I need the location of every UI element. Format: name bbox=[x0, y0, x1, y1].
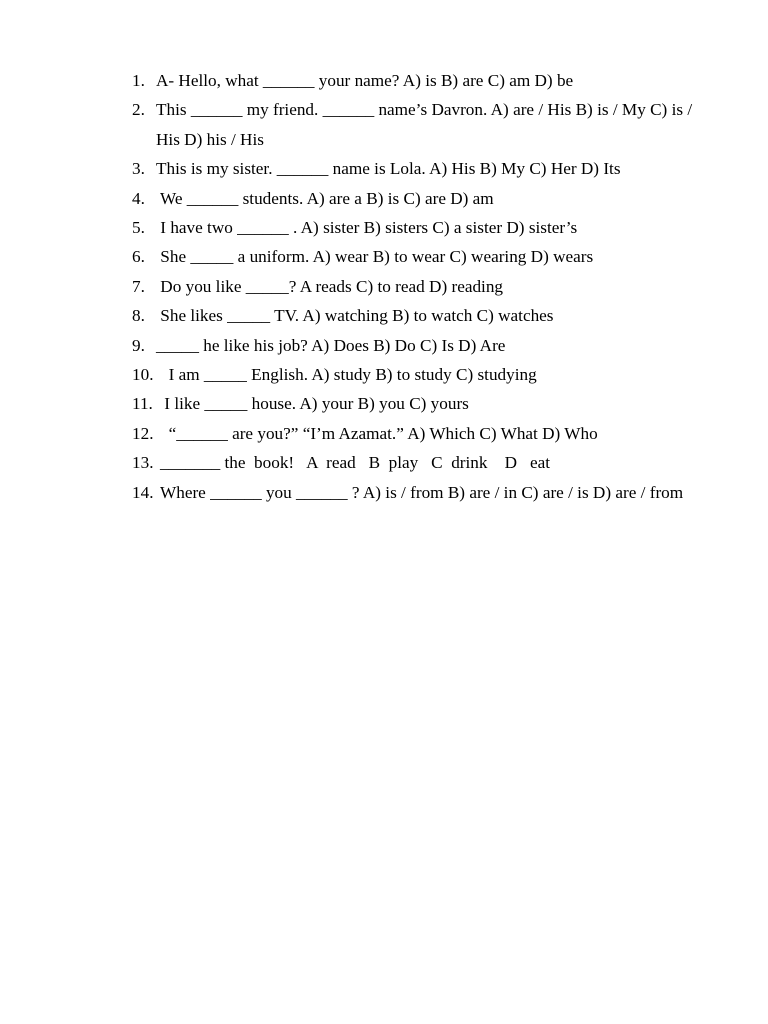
question-number: 10. bbox=[132, 365, 154, 385]
question-number: 11. bbox=[132, 394, 153, 414]
question-number: 7. bbox=[132, 276, 145, 296]
question-item bbox=[132, 154, 722, 183]
question-item bbox=[132, 213, 722, 242]
question-item bbox=[132, 448, 722, 477]
question-number: 14. bbox=[132, 482, 154, 502]
question-text: A- Hello, what ______ your name? A) is B) are C) am D) be bbox=[156, 71, 574, 90]
question-number: 13. bbox=[132, 453, 154, 473]
question-text: I am _____ English. A) study B) to study C) studying bbox=[160, 365, 537, 385]
question-number: 3. bbox=[132, 159, 145, 179]
question-text: “______ are you?” “I’m Azamat.” A) Which C) What D) Who bbox=[160, 423, 598, 443]
question-text: This is my sister. ______ name is Lola. A) His B) My C) Her D) Its bbox=[156, 159, 621, 179]
question-text: _______ the book! A read B play C drink D eat bbox=[160, 453, 551, 473]
question-item bbox=[132, 478, 722, 507]
question-list bbox=[132, 66, 722, 507]
question-item bbox=[132, 331, 722, 360]
question-item bbox=[132, 242, 722, 271]
question-text: Do you like _____? A reads C) to read D) reading bbox=[156, 276, 504, 296]
question-text: We ______ students. A) are a B) is C) are D) am bbox=[156, 188, 494, 208]
question-text: _____ he like his job? A) Does B) Do C) Is D) Are bbox=[156, 335, 506, 355]
question-item bbox=[132, 272, 722, 301]
question-text: She _____ a uniform. A) wear B) to wear C) wearing D) wears bbox=[156, 247, 594, 267]
question-item bbox=[132, 301, 722, 330]
question-item bbox=[132, 66, 722, 95]
question-number: 6. bbox=[132, 247, 145, 267]
question-text: This ______ my friend. ______ name’s Davron. A) are / His B) is / My C) is / His D) his / His bbox=[156, 100, 697, 149]
question-text: She likes _____ TV. A) watching B) to watch C) watches bbox=[156, 306, 554, 326]
question-number: 1. bbox=[132, 71, 145, 90]
question-text: Where ______ you ______ ? A) is / from B) are / in C) are / is D) are / from bbox=[160, 482, 684, 502]
question-number: 8. bbox=[132, 306, 145, 326]
question-number: 2. bbox=[132, 100, 145, 120]
question-number: 5. bbox=[132, 218, 145, 238]
question-item bbox=[132, 419, 722, 448]
question-number: 4. bbox=[132, 188, 145, 208]
question-text: I have two ______ . A) sister B) sisters C) a sister D) sister’s bbox=[156, 218, 578, 238]
question-number: 9. bbox=[132, 335, 145, 355]
question-item bbox=[132, 95, 722, 154]
question-number: 12. bbox=[132, 423, 154, 443]
question-item bbox=[132, 360, 722, 389]
question-item bbox=[132, 389, 722, 418]
question-item bbox=[132, 184, 722, 213]
question-text: I like _____ house. A) your B) you C) yours bbox=[160, 394, 469, 414]
